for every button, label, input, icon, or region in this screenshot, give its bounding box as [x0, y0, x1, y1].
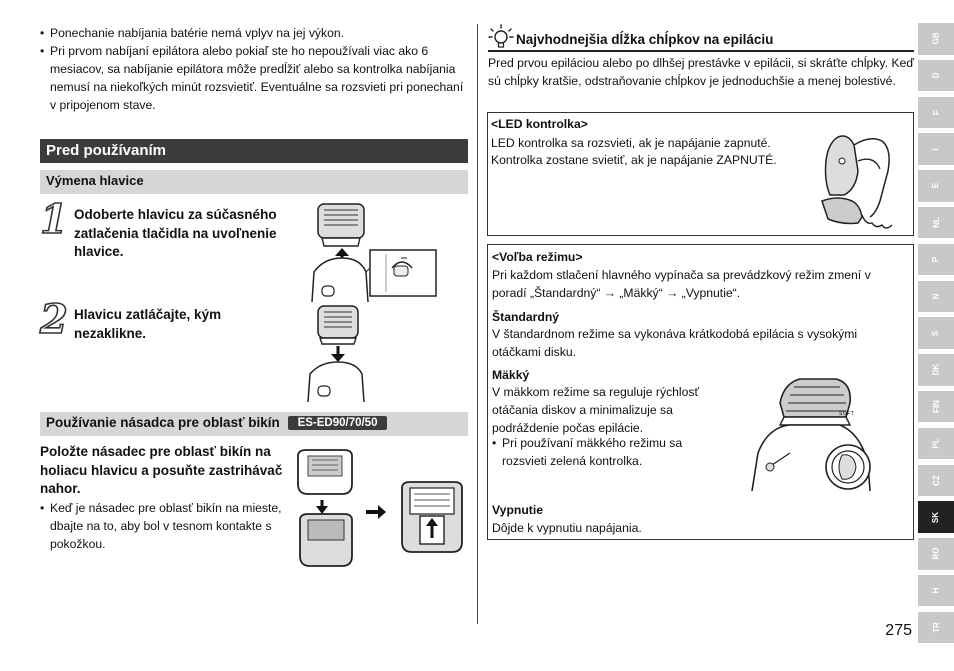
subsection-bikini [40, 412, 468, 436]
mode-box [487, 244, 914, 540]
subsection-bikini-title: Používanie násadca pre oblasť bikín [46, 415, 280, 430]
bikini-instruction: Položte násadec pre oblasť bikín na holiacu hlavicu a posuňte zastrihávač nahor. [40, 444, 283, 496]
tip-text: Pred prvou epiláciou alebo po dlhšej prestávke v epilácii, si skráťte chĺpky. Keď sú chĺpky kratšie, odstraňovanie chĺpkov je jednoduchšie a menej bolestivé. [488, 56, 914, 88]
language-tab-gb[interactable] [918, 23, 954, 55]
head-attach-illustration [304, 302, 368, 402]
language-tab-s[interactable] [918, 317, 954, 349]
language-tab-ro[interactable] [918, 538, 954, 570]
subsection-head-change: Výmena hlavice [40, 170, 468, 194]
intro-notes [40, 24, 468, 114]
language-tab-i[interactable] [918, 133, 954, 165]
language-tab-label: S [931, 330, 941, 336]
bikini-note: • Keď je násadec pre oblasť bikín na mieste, dbajte na to, aby bol v tesnom kontakte s pokožkou. [40, 499, 288, 553]
language-tab-f[interactable] [918, 97, 954, 129]
language-tab-n[interactable] [918, 281, 954, 313]
hand-holding-epilator-illustration [818, 131, 898, 233]
mode-box-text: Pri každom stlačení hlavného vypínača sa prevádzkový režim zmení v poradí „Štandardný“ → „Mäkký“ → „Vypnutie“. [492, 268, 871, 300]
language-tab-h[interactable] [918, 575, 954, 607]
language-tab-label: PL [931, 438, 941, 449]
language-tab-pl[interactable] [918, 428, 954, 460]
language-tab-dk[interactable] [918, 354, 954, 386]
intro-bullet: • Pri prvom nabíjaní epilátora alebo pokiaľ ste ho nepoužívali viac ako 6 mesiacov, sa nabíjanie epilátora môže predĺžiť alebo sa kontrolka nabíjania nemusí na niekoľkých minút rozsvietiť. Eventuálne sa rozsvieti pri ponechaní v pripojenom stave. [40, 42, 468, 114]
language-tab-label: SK [931, 511, 941, 523]
step-number-2: 2 [40, 296, 68, 343]
off-text: Dôjde k vypnutiu napájania. [492, 521, 642, 535]
language-tab-d[interactable] [918, 60, 954, 92]
language-tab-label: DK [931, 364, 941, 376]
language-tab-p[interactable] [918, 244, 954, 276]
led-line-1: LED kontrolka sa rozsvieti, ak je napájanie zapnuté. [491, 136, 771, 150]
mode-box-title: <Voľba režimu> [492, 250, 583, 264]
led-box-title: <LED kontrolka> [491, 117, 588, 131]
page-number: 275 [885, 622, 912, 639]
standard-text: V štandardnom režime sa vykonáva krátkodobá epilácia s vysokými otáčkami disku. [492, 327, 858, 359]
language-tab-label: D [931, 72, 941, 79]
language-tab-nl[interactable] [918, 207, 954, 239]
language-tab-label: NL [931, 217, 941, 229]
language-tab-label: GB [931, 32, 941, 45]
soft-text: V mäkkom režime sa reguluje rýchlosť otáčania diskov a minimalizuje sa podráždenie počas epilácie. [492, 385, 700, 435]
language-tab-tr[interactable] [918, 612, 954, 644]
language-tab-label: I [931, 148, 941, 151]
column-divider [477, 24, 478, 624]
language-tab-label: H [931, 587, 941, 594]
soft-bullet: • Pri používaní mäkkého režimu sa rozsvieti zelená kontrolka. [492, 434, 724, 470]
standard-title: Štandardný [492, 310, 560, 324]
lightbulb-icon [488, 24, 514, 50]
soft-label: SOFT [839, 411, 855, 417]
model-badge: ES-ED90/70/50 [288, 416, 388, 430]
language-tab-e[interactable] [918, 170, 954, 202]
language-tab-label: FIN [931, 400, 941, 414]
language-tab-fin[interactable] [918, 391, 954, 423]
led-line-2: Kontrolka zostane svietiť, ak je napájanie ZAPNUTÉ. [491, 153, 777, 167]
language-tab-label: CZ [931, 474, 941, 486]
bikini-attachment-illustration [292, 446, 468, 572]
section-title: Pred používaním [40, 139, 468, 163]
soft-mode-epilator-illustration [750, 373, 878, 491]
step-1-text: Odoberte hlavicu za súčasného zatlačenia tlačidla na uvoľnenie hlavice. [74, 207, 277, 259]
language-tabs [918, 23, 954, 649]
soft-title: Mäkký [492, 368, 530, 382]
tip-title-underline [488, 50, 914, 52]
language-tab-label: RO [931, 547, 941, 560]
language-tab-label: P [931, 256, 941, 263]
language-tab-label: E [931, 183, 941, 189]
head-removal-illustration [304, 198, 438, 302]
language-tab-sk[interactable] [918, 501, 954, 533]
off-title: Vypnutie [492, 503, 544, 517]
language-tab-label: N [931, 293, 941, 300]
step-number-1: 1 [40, 196, 68, 243]
tip-title: Najvhodnejšia dĺžka chĺpkov na epiláciu [516, 32, 774, 47]
intro-bullet: • Ponechanie nabíjania batérie nemá vplyv na jej výkon. [40, 24, 468, 42]
language-tab-cz[interactable] [918, 465, 954, 497]
language-tab-label: F [931, 109, 941, 115]
step-2-text: Hlavicu zatláčajte, kým nezaklikne. [74, 307, 222, 341]
language-tab-label: TR [931, 622, 941, 633]
led-box [487, 112, 914, 236]
